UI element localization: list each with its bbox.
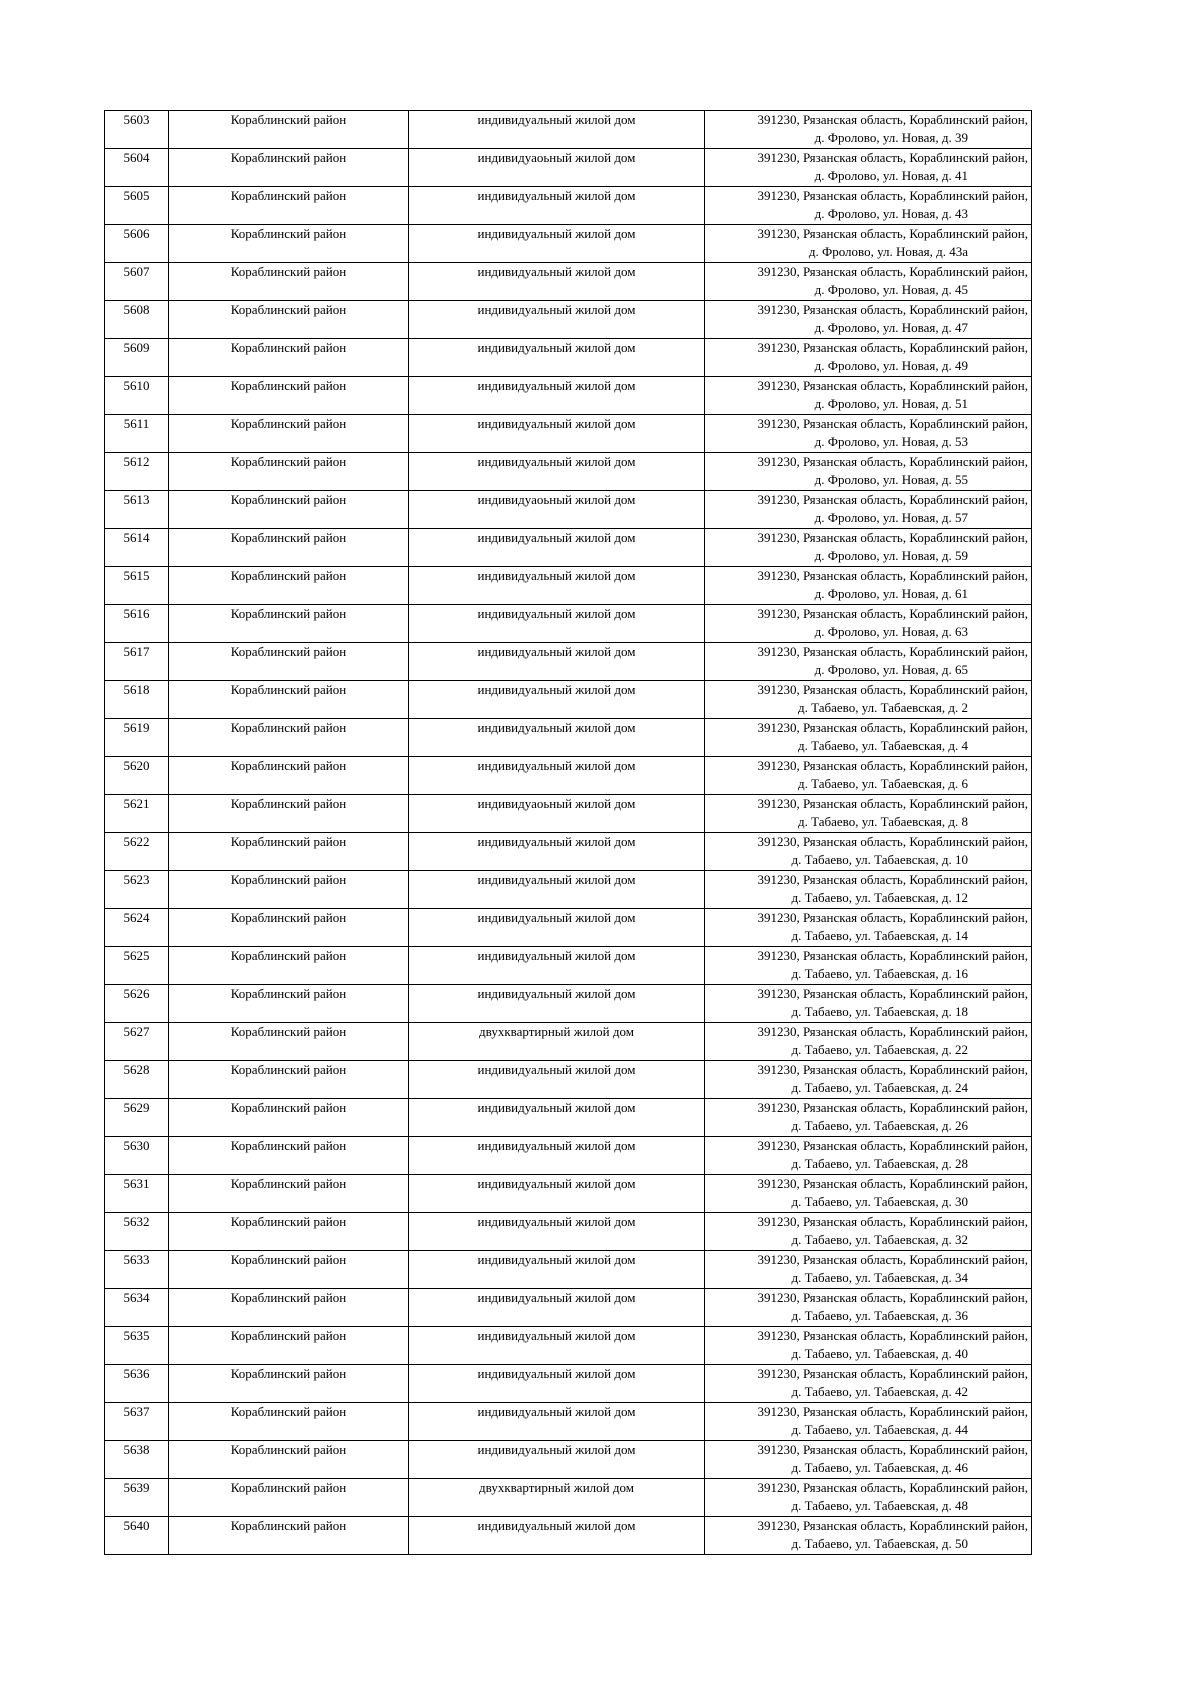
address-line-1: 391230, Рязанская область, Кораблинский район, <box>757 416 1028 431</box>
row-number-cell: 5607 <box>105 263 169 301</box>
row-number-cell: 5611 <box>105 415 169 453</box>
building-type-cell: двухквартирный жилой дом <box>409 1479 705 1517</box>
address-cell <box>705 453 1032 491</box>
district-cell: Кораблинский район <box>169 187 409 225</box>
building-type-cell: индивидуальный жилой дом <box>409 1175 705 1213</box>
district-cell: Кораблинский район <box>169 529 409 567</box>
address-line-2: д. Табаево, ул. Табаевская, д. 6 <box>798 776 968 791</box>
building-type-cell: индивидуаоьный жилой дом <box>409 795 705 833</box>
row-number-cell: 5621 <box>105 795 169 833</box>
address-line-1: 391230, Рязанская область, Кораблинский район, <box>757 1328 1028 1343</box>
address-line-1: 391230, Рязанская область, Кораблинский район, <box>757 796 1028 811</box>
district-cell: Кораблинский район <box>169 1365 409 1403</box>
row-number-cell: 5636 <box>105 1365 169 1403</box>
table-body <box>105 111 1032 1555</box>
address-line-1: 391230, Рязанская область, Кораблинский район, <box>757 378 1028 393</box>
address-line-2: д. Табаево, ул. Табаевская, д. 12 <box>791 890 968 905</box>
address-line-1: 391230, Рязанская область, Кораблинский район, <box>757 720 1028 735</box>
table-row <box>105 453 1032 491</box>
district-cell: Кораблинский район <box>169 833 409 871</box>
address-cell <box>705 719 1032 757</box>
row-number-cell: 5616 <box>105 605 169 643</box>
address-line-1: 391230, Рязанская область, Кораблинский район, <box>757 910 1028 925</box>
row-number-cell: 5628 <box>105 1061 169 1099</box>
address-line-2: д. Табаево, ул. Табаевская, д. 26 <box>791 1118 968 1133</box>
district-cell: Кораблинский район <box>169 1213 409 1251</box>
row-number-cell: 5632 <box>105 1213 169 1251</box>
address-line-1: 391230, Рязанская область, Кораблинский район, <box>757 340 1028 355</box>
building-type-cell: индивидуальный жилой дом <box>409 871 705 909</box>
address-line-2: д. Фролово, ул. Новая, д. 63 <box>814 624 968 639</box>
table-row <box>105 643 1032 681</box>
address-line-1: 391230, Рязанская область, Кораблинский район, <box>757 1404 1028 1419</box>
row-number-cell: 5630 <box>105 1137 169 1175</box>
address-line-1: 391230, Рязанская область, Кораблинский район, <box>757 1518 1028 1533</box>
row-number-cell: 5603 <box>105 111 169 149</box>
district-cell: Кораблинский район <box>169 1441 409 1479</box>
district-cell: Кораблинский район <box>169 567 409 605</box>
building-type-cell: индивидуальный жилой дом <box>409 1327 705 1365</box>
district-cell: Кораблинский район <box>169 1403 409 1441</box>
row-number-cell: 5626 <box>105 985 169 1023</box>
table-row <box>105 1441 1032 1479</box>
district-cell: Кораблинский район <box>169 491 409 529</box>
address-line-2: д. Табаево, ул. Табаевская, д. 44 <box>791 1422 968 1437</box>
building-type-cell: индивидуальный жилой дом <box>409 415 705 453</box>
address-cell <box>705 301 1032 339</box>
address-line-1: 391230, Рязанская область, Кораблинский район, <box>757 606 1028 621</box>
address-line-2: д. Табаево, ул. Табаевская, д. 46 <box>791 1460 968 1475</box>
building-type-cell: индивидуальный жилой дом <box>409 757 705 795</box>
building-type-cell: индивидуальный жилой дом <box>409 909 705 947</box>
address-line-2: д. Табаево, ул. Табаевская, д. 30 <box>791 1194 968 1209</box>
district-cell: Кораблинский район <box>169 757 409 795</box>
row-number-cell: 5604 <box>105 149 169 187</box>
address-cell <box>705 681 1032 719</box>
address-cell <box>705 757 1032 795</box>
table-row <box>105 1479 1032 1517</box>
address-line-1: 391230, Рязанская область, Кораблинский район, <box>757 454 1028 469</box>
address-cell <box>705 947 1032 985</box>
address-line-1: 391230, Рязанская область, Кораблинский район, <box>757 568 1028 583</box>
table-row <box>105 301 1032 339</box>
row-number-cell: 5627 <box>105 1023 169 1061</box>
building-type-cell: индивидуальный жилой дом <box>409 681 705 719</box>
building-type-cell: индивидуальный жилой дом <box>409 719 705 757</box>
row-number-cell: 5622 <box>105 833 169 871</box>
address-line-2: д. Фролово, ул. Новая, д. 43а <box>808 244 968 259</box>
district-cell: Кораблинский район <box>169 1175 409 1213</box>
building-type-cell: индивидуальный жилой дом <box>409 1099 705 1137</box>
row-number-cell: 5619 <box>105 719 169 757</box>
district-cell: Кораблинский район <box>169 1327 409 1365</box>
district-cell: Кораблинский район <box>169 1099 409 1137</box>
address-line-1: 391230, Рязанская область, Кораблинский район, <box>757 644 1028 659</box>
address-cell <box>705 111 1032 149</box>
address-line-2: д. Табаево, ул. Табаевская, д. 24 <box>791 1080 968 1095</box>
address-line-1: 391230, Рязанская область, Кораблинский район, <box>757 1252 1028 1267</box>
address-cell <box>705 643 1032 681</box>
address-cell <box>705 833 1032 871</box>
table-row <box>105 605 1032 643</box>
table-row <box>105 1517 1032 1555</box>
table-row <box>105 1289 1032 1327</box>
table-row <box>105 1137 1032 1175</box>
building-type-cell: двухквартирный жилой дом <box>409 1023 705 1061</box>
building-type-cell: индивидуальный жилой дом <box>409 339 705 377</box>
address-line-1: 391230, Рязанская область, Кораблинский район, <box>757 986 1028 1001</box>
table-row <box>105 833 1032 871</box>
row-number-cell: 5613 <box>105 491 169 529</box>
address-cell <box>705 1023 1032 1061</box>
district-cell: Кораблинский район <box>169 339 409 377</box>
row-number-cell: 5625 <box>105 947 169 985</box>
building-type-cell: индивидуальный жилой дом <box>409 1441 705 1479</box>
address-line-2: д. Фролово, ул. Новая, д. 43 <box>814 206 968 221</box>
address-line-2: д. Табаево, ул. Табаевская, д. 50 <box>791 1536 968 1551</box>
building-type-cell: индивидуальный жилой дом <box>409 947 705 985</box>
address-cell <box>705 1137 1032 1175</box>
row-number-cell: 5614 <box>105 529 169 567</box>
district-cell: Кораблинский район <box>169 415 409 453</box>
address-cell <box>705 1099 1032 1137</box>
building-type-cell: индивидуальный жилой дом <box>409 187 705 225</box>
row-number-cell: 5620 <box>105 757 169 795</box>
district-cell: Кораблинский район <box>169 1137 409 1175</box>
address-line-1: 391230, Рязанская область, Кораблинский район, <box>757 1138 1028 1153</box>
address-line-1: 391230, Рязанская область, Кораблинский район, <box>757 1290 1028 1305</box>
row-number-cell: 5624 <box>105 909 169 947</box>
row-number-cell: 5633 <box>105 1251 169 1289</box>
address-cell <box>705 1403 1032 1441</box>
address-line-2: д. Табаево, ул. Табаевская, д. 34 <box>791 1270 968 1285</box>
address-cell <box>705 1175 1032 1213</box>
address-cell <box>705 529 1032 567</box>
table-row <box>105 1175 1032 1213</box>
table-row <box>105 1213 1032 1251</box>
building-type-cell: индивидуальный жилой дом <box>409 605 705 643</box>
building-type-cell: индивидуальный жилой дом <box>409 225 705 263</box>
table-row <box>105 795 1032 833</box>
address-line-1: 391230, Рязанская область, Кораблинский район, <box>757 682 1028 697</box>
address-line-1: 391230, Рязанская область, Кораблинский район, <box>757 226 1028 241</box>
address-cell <box>705 605 1032 643</box>
address-line-1: 391230, Рязанская область, Кораблинский район, <box>757 834 1028 849</box>
address-line-2: д. Табаево, ул. Табаевская, д. 40 <box>791 1346 968 1361</box>
address-line-1: 391230, Рязанская область, Кораблинский район, <box>757 948 1028 963</box>
table-row <box>105 377 1032 415</box>
address-cell <box>705 491 1032 529</box>
address-line-1: 391230, Рязанская область, Кораблинский район, <box>757 1442 1028 1457</box>
table-row <box>105 491 1032 529</box>
address-line-2: д. Фролово, ул. Новая, д. 49 <box>814 358 968 373</box>
building-type-cell: индивидуальный жилой дом <box>409 111 705 149</box>
address-cell <box>705 1479 1032 1517</box>
building-type-cell: индивидуальный жилой дом <box>409 833 705 871</box>
table-row <box>105 415 1032 453</box>
district-cell: Кораблинский район <box>169 605 409 643</box>
row-number-cell: 5606 <box>105 225 169 263</box>
building-type-cell: индивидуальный жилой дом <box>409 643 705 681</box>
district-cell: Кораблинский район <box>169 1517 409 1555</box>
address-line-1: 391230, Рязанская область, Кораблинский район, <box>757 1214 1028 1229</box>
table-row <box>105 1023 1032 1061</box>
address-line-2: д. Табаево, ул. Табаевская, д. 22 <box>791 1042 968 1057</box>
building-type-cell: индивидуальный жилой дом <box>409 985 705 1023</box>
district-cell: Кораблинский район <box>169 1289 409 1327</box>
address-cell <box>705 1441 1032 1479</box>
table-row <box>105 719 1032 757</box>
table-row <box>105 149 1032 187</box>
building-type-cell: индивидуальный жилой дом <box>409 529 705 567</box>
address-line-1: 391230, Рязанская область, Кораблинский район, <box>757 1366 1028 1381</box>
address-line-2: д. Табаево, ул. Табаевская, д. 18 <box>791 1004 968 1019</box>
address-line-2: д. Табаево, ул. Табаевская, д. 8 <box>798 814 968 829</box>
district-cell: Кораблинский район <box>169 681 409 719</box>
building-type-cell: индивидуаоьный жилой дом <box>409 149 705 187</box>
address-line-2: д. Табаево, ул. Табаевская, д. 32 <box>791 1232 968 1247</box>
address-cell <box>705 567 1032 605</box>
district-cell: Кораблинский район <box>169 111 409 149</box>
address-line-2: д. Фролово, ул. Новая, д. 45 <box>814 282 968 297</box>
address-line-1: 391230, Рязанская область, Кораблинский район, <box>757 1100 1028 1115</box>
district-cell: Кораблинский район <box>169 985 409 1023</box>
address-line-1: 391230, Рязанская область, Кораблинский район, <box>757 150 1028 165</box>
row-number-cell: 5631 <box>105 1175 169 1213</box>
address-line-2: д. Табаево, ул. Табаевская, д. 2 <box>798 700 968 715</box>
address-cell <box>705 1365 1032 1403</box>
address-line-2: д. Табаево, ул. Табаевская, д. 10 <box>791 852 968 867</box>
address-line-1: 391230, Рязанская область, Кораблинский район, <box>757 112 1028 127</box>
address-line-2: д. Табаево, ул. Табаевская, д. 28 <box>791 1156 968 1171</box>
building-type-cell: индивидуальный жилой дом <box>409 1365 705 1403</box>
address-line-2: д. Табаево, ул. Табаевская, д. 14 <box>791 928 968 943</box>
address-line-2: д. Фролово, ул. Новая, д. 55 <box>814 472 968 487</box>
table-row <box>105 681 1032 719</box>
building-type-cell: индивидуальный жилой дом <box>409 377 705 415</box>
table-row <box>105 909 1032 947</box>
address-cell <box>705 1061 1032 1099</box>
table-row <box>105 1061 1032 1099</box>
address-cell <box>705 1517 1032 1555</box>
address-cell <box>705 225 1032 263</box>
address-line-2: д. Фролово, ул. Новая, д. 57 <box>814 510 968 525</box>
table-row <box>105 985 1032 1023</box>
row-number-cell: 5623 <box>105 871 169 909</box>
district-cell: Кораблинский район <box>169 263 409 301</box>
row-number-cell: 5635 <box>105 1327 169 1365</box>
building-type-cell: индивидуальный жилой дом <box>409 263 705 301</box>
table-row <box>105 757 1032 795</box>
row-number-cell: 5618 <box>105 681 169 719</box>
district-cell: Кораблинский район <box>169 909 409 947</box>
address-line-1: 391230, Рязанская область, Кораблинский район, <box>757 188 1028 203</box>
row-number-cell: 5608 <box>105 301 169 339</box>
address-cell <box>705 187 1032 225</box>
table-row <box>105 1403 1032 1441</box>
address-cell <box>705 263 1032 301</box>
table-row <box>105 947 1032 985</box>
address-cell <box>705 377 1032 415</box>
table-row <box>105 225 1032 263</box>
district-cell: Кораблинский район <box>169 947 409 985</box>
district-cell: Кораблинский район <box>169 795 409 833</box>
address-cell <box>705 1327 1032 1365</box>
address-line-2: д. Табаево, ул. Табаевская, д. 42 <box>791 1384 968 1399</box>
building-type-cell: индивидуальный жилой дом <box>409 1517 705 1555</box>
address-cell <box>705 795 1032 833</box>
address-line-1: 391230, Рязанская область, Кораблинский район, <box>757 302 1028 317</box>
building-type-cell: индивидуальный жилой дом <box>409 1213 705 1251</box>
table-row <box>105 111 1032 149</box>
row-number-cell: 5629 <box>105 1099 169 1137</box>
address-line-2: д. Фролово, ул. Новая, д. 47 <box>814 320 968 335</box>
table-row <box>105 1099 1032 1137</box>
address-cell <box>705 149 1032 187</box>
address-line-1: 391230, Рязанская область, Кораблинский район, <box>757 1176 1028 1191</box>
row-number-cell: 5637 <box>105 1403 169 1441</box>
table-row <box>105 567 1032 605</box>
address-line-1: 391230, Рязанская область, Кораблинский район, <box>757 758 1028 773</box>
address-cell <box>705 339 1032 377</box>
district-cell: Кораблинский район <box>169 453 409 491</box>
table-row <box>105 1251 1032 1289</box>
district-cell: Кораблинский район <box>169 719 409 757</box>
address-line-2: д. Фролово, ул. Новая, д. 61 <box>814 586 968 601</box>
building-type-cell: индивидуальный жилой дом <box>409 453 705 491</box>
row-number-cell: 5612 <box>105 453 169 491</box>
building-type-cell: индивидуальный жилой дом <box>409 1289 705 1327</box>
address-line-2: д. Табаево, ул. Табаевская, д. 4 <box>798 738 968 753</box>
address-line-2: д. Фролово, ул. Новая, д. 51 <box>814 396 968 411</box>
row-number-cell: 5640 <box>105 1517 169 1555</box>
address-line-1: 391230, Рязанская область, Кораблинский район, <box>757 492 1028 507</box>
district-cell: Кораблинский район <box>169 1061 409 1099</box>
building-type-cell: индивидуальный жилой дом <box>409 1137 705 1175</box>
building-type-cell: индивидуальный жилой дом <box>409 301 705 339</box>
address-line-2: д. Фролово, ул. Новая, д. 59 <box>814 548 968 563</box>
row-number-cell: 5610 <box>105 377 169 415</box>
building-type-cell: индивидуальный жилой дом <box>409 1061 705 1099</box>
building-type-cell: индивидуальный жилой дом <box>409 1403 705 1441</box>
row-number-cell: 5617 <box>105 643 169 681</box>
table-row <box>105 871 1032 909</box>
table-row <box>105 1327 1032 1365</box>
district-cell: Кораблинский район <box>169 225 409 263</box>
district-cell: Кораблинский район <box>169 301 409 339</box>
district-cell: Кораблинский район <box>169 643 409 681</box>
table-row <box>105 1365 1032 1403</box>
address-line-1: 391230, Рязанская область, Кораблинский район, <box>757 264 1028 279</box>
address-line-2: д. Табаево, ул. Табаевская, д. 36 <box>791 1308 968 1323</box>
address-line-1: 391230, Рязанская область, Кораблинский район, <box>757 1480 1028 1495</box>
address-line-1: 391230, Рязанская область, Кораблинский район, <box>757 530 1028 545</box>
address-line-2: д. Фролово, ул. Новая, д. 39 <box>814 130 968 145</box>
row-number-cell: 5609 <box>105 339 169 377</box>
district-cell: Кораблинский район <box>169 871 409 909</box>
row-number-cell: 5634 <box>105 1289 169 1327</box>
table-row <box>105 339 1032 377</box>
district-cell: Кораблинский район <box>169 377 409 415</box>
row-number-cell: 5638 <box>105 1441 169 1479</box>
district-cell: Кораблинский район <box>169 1251 409 1289</box>
table-row <box>105 263 1032 301</box>
row-number-cell: 5615 <box>105 567 169 605</box>
address-cell <box>705 1251 1032 1289</box>
housing-register-table <box>104 110 1032 1555</box>
address-line-2: д. Фролово, ул. Новая, д. 41 <box>814 168 968 183</box>
district-cell: Кораблинский район <box>169 149 409 187</box>
building-type-cell: индивидуаоьный жилой дом <box>409 491 705 529</box>
address-cell <box>705 1213 1032 1251</box>
table-row <box>105 187 1032 225</box>
building-type-cell: индивидуальный жилой дом <box>409 1251 705 1289</box>
address-line-1: 391230, Рязанская область, Кораблинский район, <box>757 872 1028 887</box>
address-cell <box>705 1289 1032 1327</box>
address-cell <box>705 909 1032 947</box>
address-line-2: д. Табаево, ул. Табаевская, д. 16 <box>791 966 968 981</box>
row-number-cell: 5605 <box>105 187 169 225</box>
row-number-cell: 5639 <box>105 1479 169 1517</box>
address-cell <box>705 415 1032 453</box>
address-line-1: 391230, Рязанская область, Кораблинский район, <box>757 1024 1028 1039</box>
address-cell <box>705 985 1032 1023</box>
district-cell: Кораблинский район <box>169 1479 409 1517</box>
address-line-1: 391230, Рязанская область, Кораблинский район, <box>757 1062 1028 1077</box>
address-line-2: д. Фролово, ул. Новая, д. 53 <box>814 434 968 449</box>
table-row <box>105 529 1032 567</box>
address-line-2: д. Табаево, ул. Табаевская, д. 48 <box>791 1498 968 1513</box>
building-type-cell: индивидуальный жилой дом <box>409 567 705 605</box>
address-cell <box>705 871 1032 909</box>
address-line-2: д. Фролово, ул. Новая, д. 65 <box>814 662 968 677</box>
district-cell: Кораблинский район <box>169 1023 409 1061</box>
